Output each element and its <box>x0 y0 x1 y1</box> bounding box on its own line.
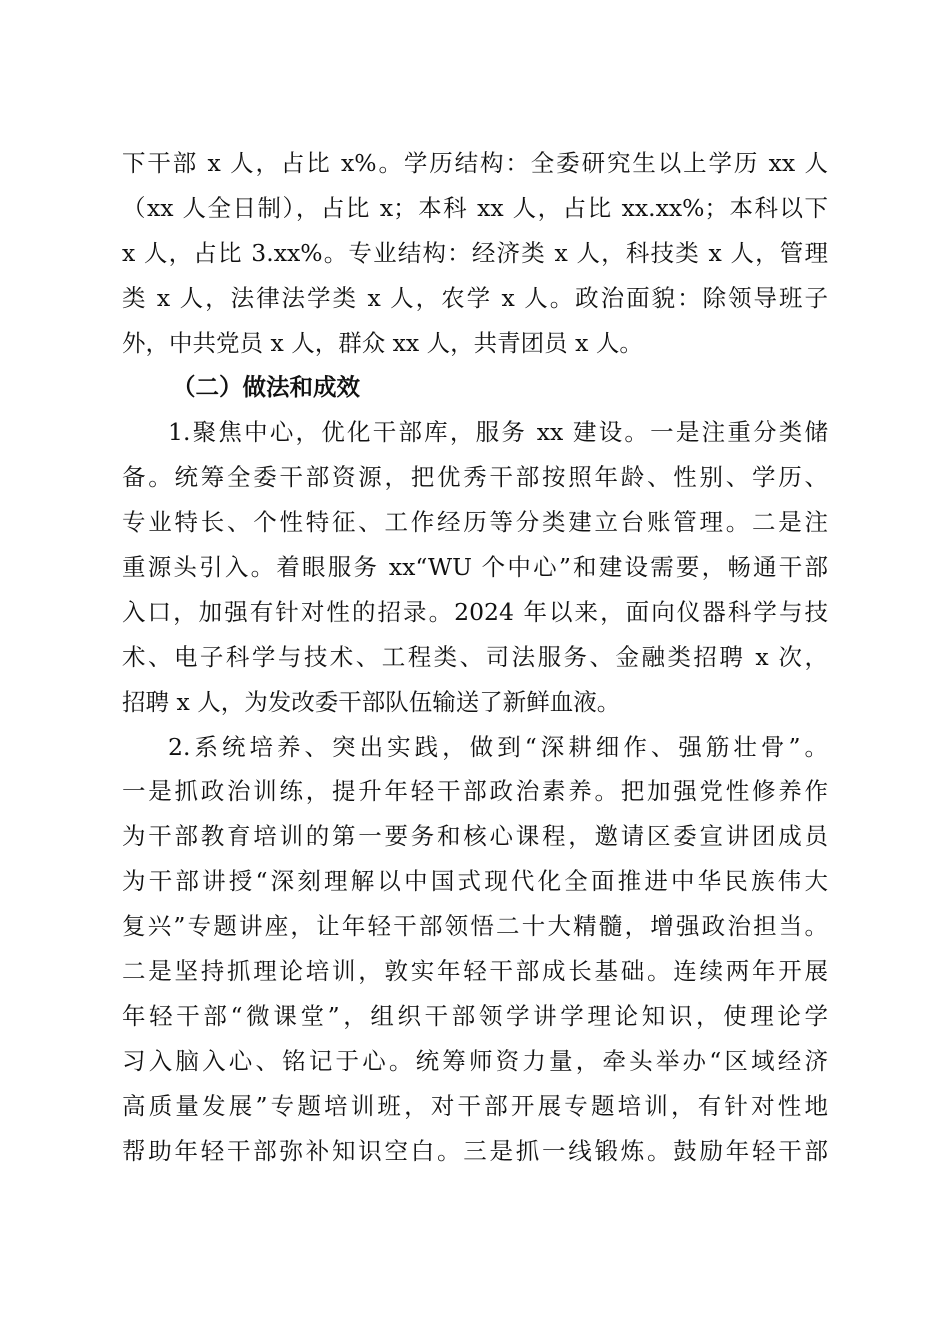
text-line: 类 x 人，法律法学类 x 人，农学 x 人。政治面貌：除领导班子 <box>122 283 828 312</box>
section-heading <box>122 365 828 410</box>
text-line: 招聘 x 人，为发改委干部队伍输送了新鲜血液。 <box>122 687 621 716</box>
text-line: 高质量发展”专题培训班，对干部开展专题培训，有针对性地 <box>122 1091 828 1120</box>
text-line: 习入脑入心、铭记于心。统筹师资力量，牵头举办“区域经济 <box>122 1046 828 1075</box>
text-line: （二）做法和成效 <box>172 373 360 402</box>
text-line: 重源头引入。着眼服务 xx“WU 个中心”和建设需要，畅通干部 <box>122 553 828 582</box>
text-line: 复兴”专题讲座，让年轻干部领悟二十大精髓，增强政治担当。 <box>122 912 828 941</box>
text-line: 外，中共党员 x 人，群众 xx 人，共青团员 x 人。 <box>122 328 643 357</box>
text-line: 二是坚持抓理论培训，敦实年轻干部成长基础。连续两年开展 <box>122 957 828 986</box>
text-line: x 人，占比 3.xx%。专业结构：经济类 x 人，科技类 x 人，管理 <box>122 238 828 267</box>
text-line: 入口，加强有针对性的招录。2024 年以来，面向仪器科学与技 <box>122 597 828 626</box>
text-line: 帮助年轻干部弥补知识空白。三是抓一线锻炼。鼓励年轻干部 <box>122 1136 828 1165</box>
paragraph <box>122 141 828 365</box>
text-line: 年轻干部“微课堂”，组织干部领学讲学理论知识，使理论学 <box>122 1001 828 1030</box>
text-line: 下干部 x 人，占比 x%。学历结构：全委研究生以上学历 xx 人 <box>122 149 828 177</box>
text-line: （xx 人全日制），占比 x；本科 xx 人，占比 xx.xx%；本科以下 <box>122 193 828 222</box>
text-line: 2.系统培养、突出实践，做到“深耕细作、强筋壮骨”。 <box>168 732 828 761</box>
document-page <box>122 141 828 1173</box>
paragraph <box>122 725 828 1174</box>
paragraph <box>122 410 828 724</box>
text-line: 一是抓政治训练，提升年轻干部政治素养。把加强党性修养作 <box>122 777 828 806</box>
text-line: 术、电子科学与技术、工程类、司法服务、金融类招聘 x 次， <box>122 642 828 671</box>
text-line: 备。统筹全委干部资源，把优秀干部按照年龄、性别、学历、 <box>122 463 828 492</box>
text-line: 1.聚焦中心，优化干部库，服务 xx 建设。一是注重分类储 <box>168 418 828 447</box>
text-line: 专业特长、个性特征、工作经历等分类建立台账管理。二是注 <box>122 508 828 537</box>
text-line: 为干部教育培训的第一要务和核心课程，邀请区委宣讲团成员 <box>122 822 828 851</box>
text-line: 为干部讲授“深刻理解以中国式现代化全面推进中华民族伟大 <box>122 867 828 896</box>
